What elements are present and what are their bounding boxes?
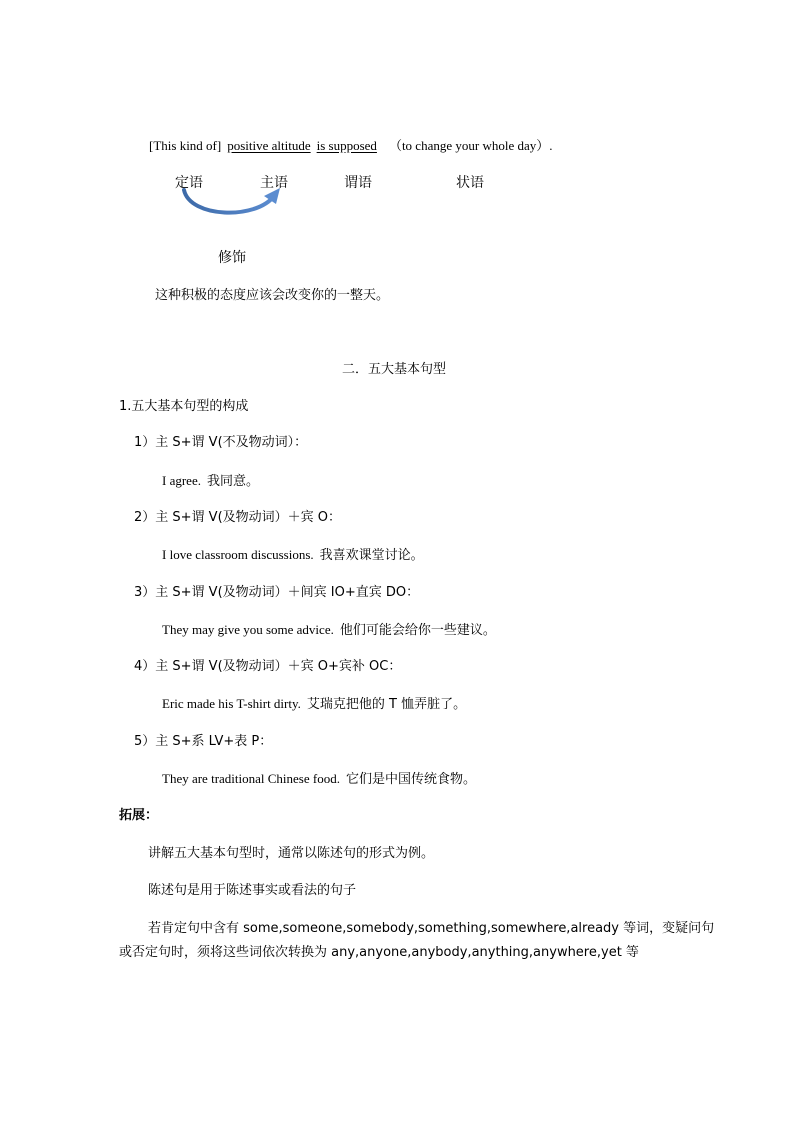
pattern-example (162, 621, 496, 640)
label-adverbial: 状语 (456, 175, 484, 191)
pattern-formula: 4）主 S+谓 V(及物动词）＋宾 O+宾补 OC： (134, 659, 402, 674)
extension-heading: 拓展： (119, 808, 159, 823)
subsection-title: 1.五大基本句型的构成 (119, 399, 249, 414)
label-subject: 主语 (260, 175, 288, 191)
pattern-example (162, 472, 259, 491)
label-attribute: 定语 (175, 175, 203, 191)
sentence-adverbial-part: （to change your whole day）. (388, 138, 553, 153)
sentence-subject-part: positive altitude (227, 138, 311, 153)
pattern-formula: 5）主 S+系 LV+表 P： (134, 734, 273, 749)
pattern-example-en: Eric made his T-shirt dirty. (162, 696, 301, 711)
pattern-formula: 3）主 S+谓 V(及物动词）＋间宾 IO+直宾 DO： (134, 585, 420, 600)
label-predicate: 谓语 (344, 175, 372, 191)
pattern-example-cn: 我喜欢课堂讨论。 (319, 548, 424, 563)
pattern-example (162, 546, 424, 565)
extension-paragraph: 讲解五大基本句型时，通常以陈述句的形式为例。 (148, 846, 435, 861)
pattern-formula: 1）主 S+谓 V(不及物动词）： (134, 435, 308, 450)
extension-paragraph: 陈述句是用于陈述事实或看法的句子 (148, 883, 357, 898)
pattern-example-en: They are traditional Chinese food. (162, 771, 340, 786)
pattern-example-cn: 它们是中国传统食物。 (345, 772, 476, 787)
sentence-translation: 这种积极的态度应该会改变你的一整天。 (155, 288, 390, 303)
pattern-example-cn: 艾瑞克把他的 T 恤弄脏了。 (306, 697, 467, 712)
extension-paragraph: 或否定句时，须将这些词依次转换为 any,anyone,anybody,anything,anywhere,yet 等 (119, 945, 639, 960)
example-sentence (149, 137, 552, 155)
pattern-example (162, 770, 476, 789)
modifier-arrow-icon (176, 184, 296, 224)
pattern-example-cn: 我同意。 (206, 474, 259, 489)
pattern-example-en: I agree. (162, 473, 201, 488)
pattern-example-en: They may give you some advice. (162, 622, 334, 637)
sentence-bracket-part: [This kind of] (149, 138, 222, 153)
pattern-example-en: I love classroom discussions. (162, 547, 314, 562)
modifier-label: 修饰 (218, 250, 246, 266)
extension-paragraph: 若肯定句中含有 some,someone,somebody,something,somewhere,already 等词，变疑问句 (148, 921, 715, 936)
sentence-predicate-part: is supposed (316, 138, 377, 153)
section-title: 二．五大基本句型 (342, 362, 447, 377)
pattern-example-cn: 他们可能会给你一些建议。 (339, 623, 496, 638)
pattern-example (162, 695, 466, 714)
pattern-formula: 2）主 S+谓 V(及物动词）＋宾 O： (134, 510, 342, 525)
